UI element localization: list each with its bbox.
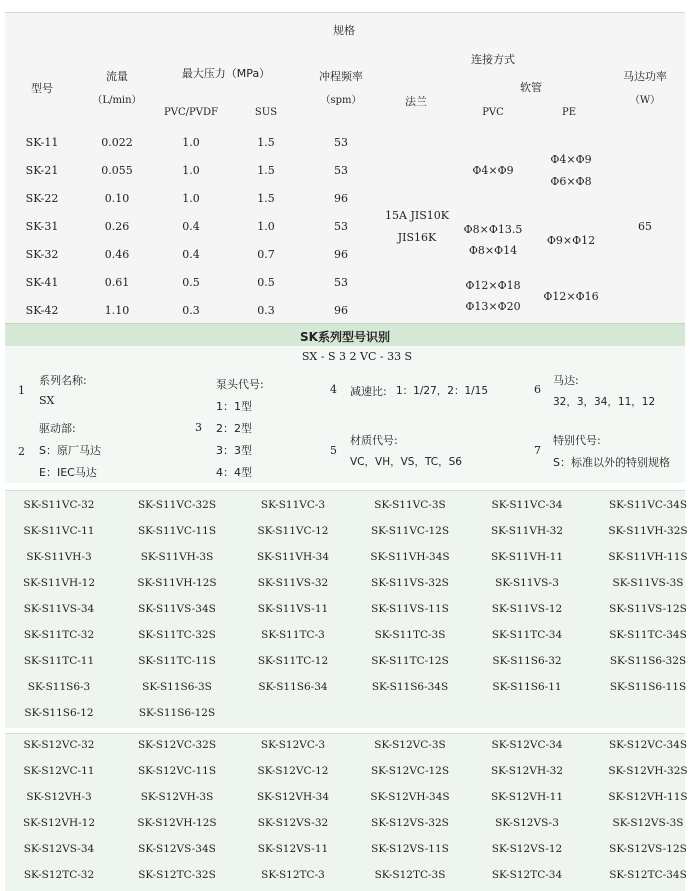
model-code-cell: SK-S12VH-12 [22,817,96,829]
model-code-cell: SK-S12VC-11S [137,765,217,777]
row-pvc-pressure: 0.4 [182,220,200,233]
model-code-cell: SK-S12TC-32S [138,869,216,881]
header-stroke: 冲程频率 [319,70,363,83]
model-code-cell: SK-S12TC-3 [261,869,325,881]
row-pvc-pressure: 1.0 [182,136,200,149]
row-model: SK-31 [25,220,59,233]
item-value: 4：4型 [216,466,252,479]
model-code-cell: SK-S11VH-11 [490,551,564,563]
model-code-cell: SK-S11VH-34S [370,551,450,563]
header-flow-unit: （L/min） [92,95,142,106]
model-code-cell: SK-S12VS-32S [371,817,449,829]
hose-pvc-value: Φ8×Φ13.5 [463,223,523,236]
model-code-cell: SK-S12VH-11S [608,791,688,803]
model-code-cell: SK-S12VH-32 [490,765,564,777]
row-model: SK-32 [25,248,59,261]
header-sus: SUS [254,107,278,118]
row-model: SK-41 [25,276,59,289]
row-spm: 53 [334,276,348,289]
model-code-cell: SK-S11VC-12 [257,525,329,537]
item-number: 4 [330,383,337,396]
model-code-cell: SK-S11VS-32 [257,577,329,589]
header-motor: 马达功率 [623,70,667,83]
model-code-cell: SK-S11VS-34S [138,603,216,615]
model-code-cell: SK-S11VS-34 [23,603,95,615]
row-flow: 1.10 [104,304,130,317]
row-pvc-pressure: 1.0 [182,192,200,205]
row-sus-pressure: 1.5 [257,192,275,205]
identification-title: SK系列型号识别 [300,330,390,344]
model-code-cell: SK-S12VH-32S [608,765,688,777]
row-flow: 0.022 [101,136,133,149]
model-code-cell: SK-S12VS-11 [257,843,329,855]
item-label: 减速比: [350,385,387,398]
model-code-cell: SK-S11TC-3S [374,629,446,641]
row-flow: 0.055 [101,164,133,177]
model-code-cell: SK-S11S6-12S [138,707,216,719]
row-sus-pressure: 0.5 [257,276,275,289]
model-code-cell: SK-S11TC-12 [257,655,329,667]
hose-pe-value: Φ9×Φ12 [546,234,596,247]
model-code-cell: SK-S11VC-3S [374,499,446,511]
row-spm: 96 [334,248,348,261]
item-label: 泵头代号: [216,378,264,391]
model-code-cell: SK-S11VS-3S [612,577,684,589]
model-code-cell: SK-S12TC-34 [491,869,563,881]
row-sus-pressure: 0.7 [257,248,275,261]
model-code-cell: SK-S11TC-32S [138,629,216,641]
row-pvc-pressure: 0.5 [182,276,200,289]
row-flow: 0.26 [104,220,130,233]
item-value: 3：3型 [216,444,252,457]
header-motor-unit: （W） [629,95,661,106]
model-code-cell: SK-S12VS-12S [609,843,687,855]
row-model: SK-22 [25,192,59,205]
header-flange: 法兰 [405,95,427,108]
model-code-cell: SK-S12VS-34S [138,843,216,855]
item-value: 1：1型 [216,400,252,413]
item-value: 2：2型 [216,422,252,435]
model-code-cell: SK-S12VS-11S [371,843,449,855]
item-label: 马达: [553,374,579,387]
model-code-cell: SK-S11VH-11S [608,551,688,563]
hose-pvc-value: Φ4×Φ9 [472,164,514,177]
row-spm: 53 [334,220,348,233]
model-code-cell: SK-S11VC-11 [23,525,95,537]
model-code-cell: SK-S12TC-3S [374,869,446,881]
model-code-cell: SK-S11VH-34 [256,551,330,563]
model-code-cell: SK-S11TC-11S [138,655,216,667]
model-code-cell: SK-S12VC-3 [260,739,326,751]
item-value: S：原厂马达 [39,444,101,457]
model-code-cell: SK-S11VS-11 [257,603,329,615]
header-flow: 流量 [106,70,128,83]
model-code-cell: SK-S11S6-34S [371,681,449,693]
model-code-cell: SK-S11VS-12 [491,603,563,615]
item-value: SX [39,394,55,407]
model-code-cell: SK-S11VH-3 [26,551,92,563]
model-code-cell: SK-S12VC-12 [257,765,329,777]
model-code-cell: SK-S12VC-3S [374,739,446,751]
hose-pe-value: Φ4×Φ9 [550,153,592,166]
identification-title-bar [5,323,685,347]
item-value: S：标准以外的特别规格 [553,456,670,469]
model-code-example: SX - S 3 2 VC - 33 S [301,350,413,363]
model-code-cell: SK-S12VH-34 [256,791,330,803]
item-number: 1 [18,384,25,397]
row-sus-pressure: 1.5 [257,136,275,149]
model-code-cell: SK-S12VH-12S [137,817,217,829]
item-label: 特别代号: [553,434,601,447]
model-code-cell: SK-S11S6-3 [27,681,91,693]
hose-pvc-value: Φ13×Φ20 [465,300,521,313]
model-code-cell: SK-S11S6-11 [492,681,562,693]
model-code-cell: SK-S11TC-34S [609,629,687,641]
model-code-cell: SK-S12VC-11 [23,765,95,777]
model-code-cell: SK-S11VH-32S [608,525,688,537]
model-code-cell: SK-S12TC-34S [609,869,687,881]
model-code-cell: SK-S11VS-32S [371,577,449,589]
models-s11-grid [5,490,688,728]
model-code-cell: SK-S11S6-3S [142,681,212,693]
model-code-cell: SK-S12VC-12S [370,765,450,777]
identification-section [5,346,685,483]
item-number: 6 [534,383,541,396]
model-code-cell: SK-S11VH-12S [137,577,217,589]
model-code-cell: SK-S12VS-3S [612,817,684,829]
row-model: SK-11 [25,136,59,149]
row-model: SK-42 [25,304,59,317]
item-number: 2 [18,445,25,458]
model-code-cell: SK-S11VC-12S [370,525,450,537]
model-code-cell: SK-S11VC-34 [491,499,563,511]
model-code-cell: SK-S11TC-12S [371,655,449,667]
item-label: 驱动部: [39,422,76,435]
header-hose: 软管 [520,81,542,94]
item-value: VC，VH，VS，TC，S6 [350,456,462,468]
hose-pvc-value: Φ12×Φ18 [465,279,521,292]
model-code-cell: SK-S12VS-32 [257,817,329,829]
model-code-cell: SK-S12VH-3S [140,791,214,803]
model-code-cell: SK-S12VC-34S [608,739,688,751]
model-code-cell: SK-S11VH-32 [490,525,564,537]
row-pvc-pressure: 0.4 [182,248,200,261]
header-hose-pe: PE [561,107,577,118]
row-spm: 96 [334,192,348,205]
model-code-cell: SK-S11S6-32S [609,655,687,667]
row-spm: 53 [334,136,348,149]
model-code-cell: SK-S12VC-32S [137,739,217,751]
model-code-cell: SK-S11S6-34 [258,681,328,693]
header-stroke-unit: （spm） [320,95,362,106]
model-code-cell: SK-S12VH-11 [490,791,564,803]
row-flow: 0.46 [104,248,130,261]
models-s12-grid [5,733,688,891]
model-code-cell: SK-S12VH-34S [370,791,450,803]
model-code-cell: SK-S11S6-12 [24,707,94,719]
header-hose-pvc: PVC [482,107,504,118]
row-spm: 53 [334,164,348,177]
row-sus-pressure: 1.0 [257,220,275,233]
item-value: 1：1/27，2：1/15 [396,385,489,397]
model-code-cell: SK-S11VH-12 [22,577,96,589]
header-connection: 连接方式 [471,53,515,66]
row-pvc-pressure: 1.0 [182,164,200,177]
model-code-cell: SK-S11VC-32 [23,499,95,511]
model-code-cell: SK-S11TC-34 [491,629,563,641]
hose-pe-value: Φ6×Φ8 [550,175,592,188]
row-model: SK-21 [25,164,59,177]
motor-value: 65 [638,220,652,233]
model-code-cell: SK-S11VC-11S [137,525,217,537]
model-code-cell: SK-S11S6-32 [492,655,562,667]
row-spm: 96 [334,304,348,317]
item-label: 材质代号: [350,434,398,447]
model-code-cell: SK-S11VS-12S [609,603,687,615]
header-max-pressure: 最大压力（MPa） [181,67,271,80]
hose-pe-value: Φ12×Φ16 [543,290,599,303]
row-sus-pressure: 1.5 [257,164,275,177]
item-number: 3 [195,421,202,434]
header-pvc-pvdf: PVC/PVDF [164,107,218,118]
item-value: 32，3，34，11，12 [553,396,656,408]
spec-title: 规格 [333,24,355,37]
model-code-cell: SK-S11TC-3 [261,629,325,641]
model-code-cell: SK-S12VS-3 [495,817,559,829]
model-code-cell: SK-S12VS-34 [23,843,95,855]
row-sus-pressure: 0.3 [257,304,275,317]
model-code-cell: SK-S12VS-12 [491,843,563,855]
model-code-cell: SK-S11S6-11S [609,681,687,693]
model-code-cell: SK-S11VC-3 [260,499,326,511]
model-code-cell: SK-S11VS-11S [371,603,449,615]
row-flow: 0.61 [104,276,130,289]
header-model: 型号 [31,82,53,95]
item-label: 系列名称: [39,374,87,387]
flange-value-1: 15A JIS10K [385,209,449,222]
model-code-cell: SK-S11VC-34S [608,499,688,511]
item-value: E：IEC马达 [39,466,97,479]
row-pvc-pressure: 0.3 [182,304,200,317]
model-code-cell: SK-S11TC-32 [23,629,95,641]
item-number: 7 [534,444,541,457]
flange-value-2: JIS16K [397,231,437,244]
model-code-cell: SK-S12VH-3 [26,791,92,803]
model-code-cell: SK-S11VH-3S [140,551,214,563]
model-code-cell: SK-S12VC-34 [491,739,563,751]
row-flow: 0.10 [104,192,130,205]
hose-pvc-value: Φ8×Φ14 [468,244,518,257]
model-code-cell: SK-S11TC-11 [23,655,95,667]
model-code-cell: SK-S11VS-3 [495,577,559,589]
model-code-cell: SK-S11VC-32S [137,499,217,511]
spec-table [5,12,685,323]
model-code-cell: SK-S12VC-32 [23,739,95,751]
model-code-cell: SK-S12TC-32 [23,869,95,881]
item-number: 5 [330,444,337,457]
